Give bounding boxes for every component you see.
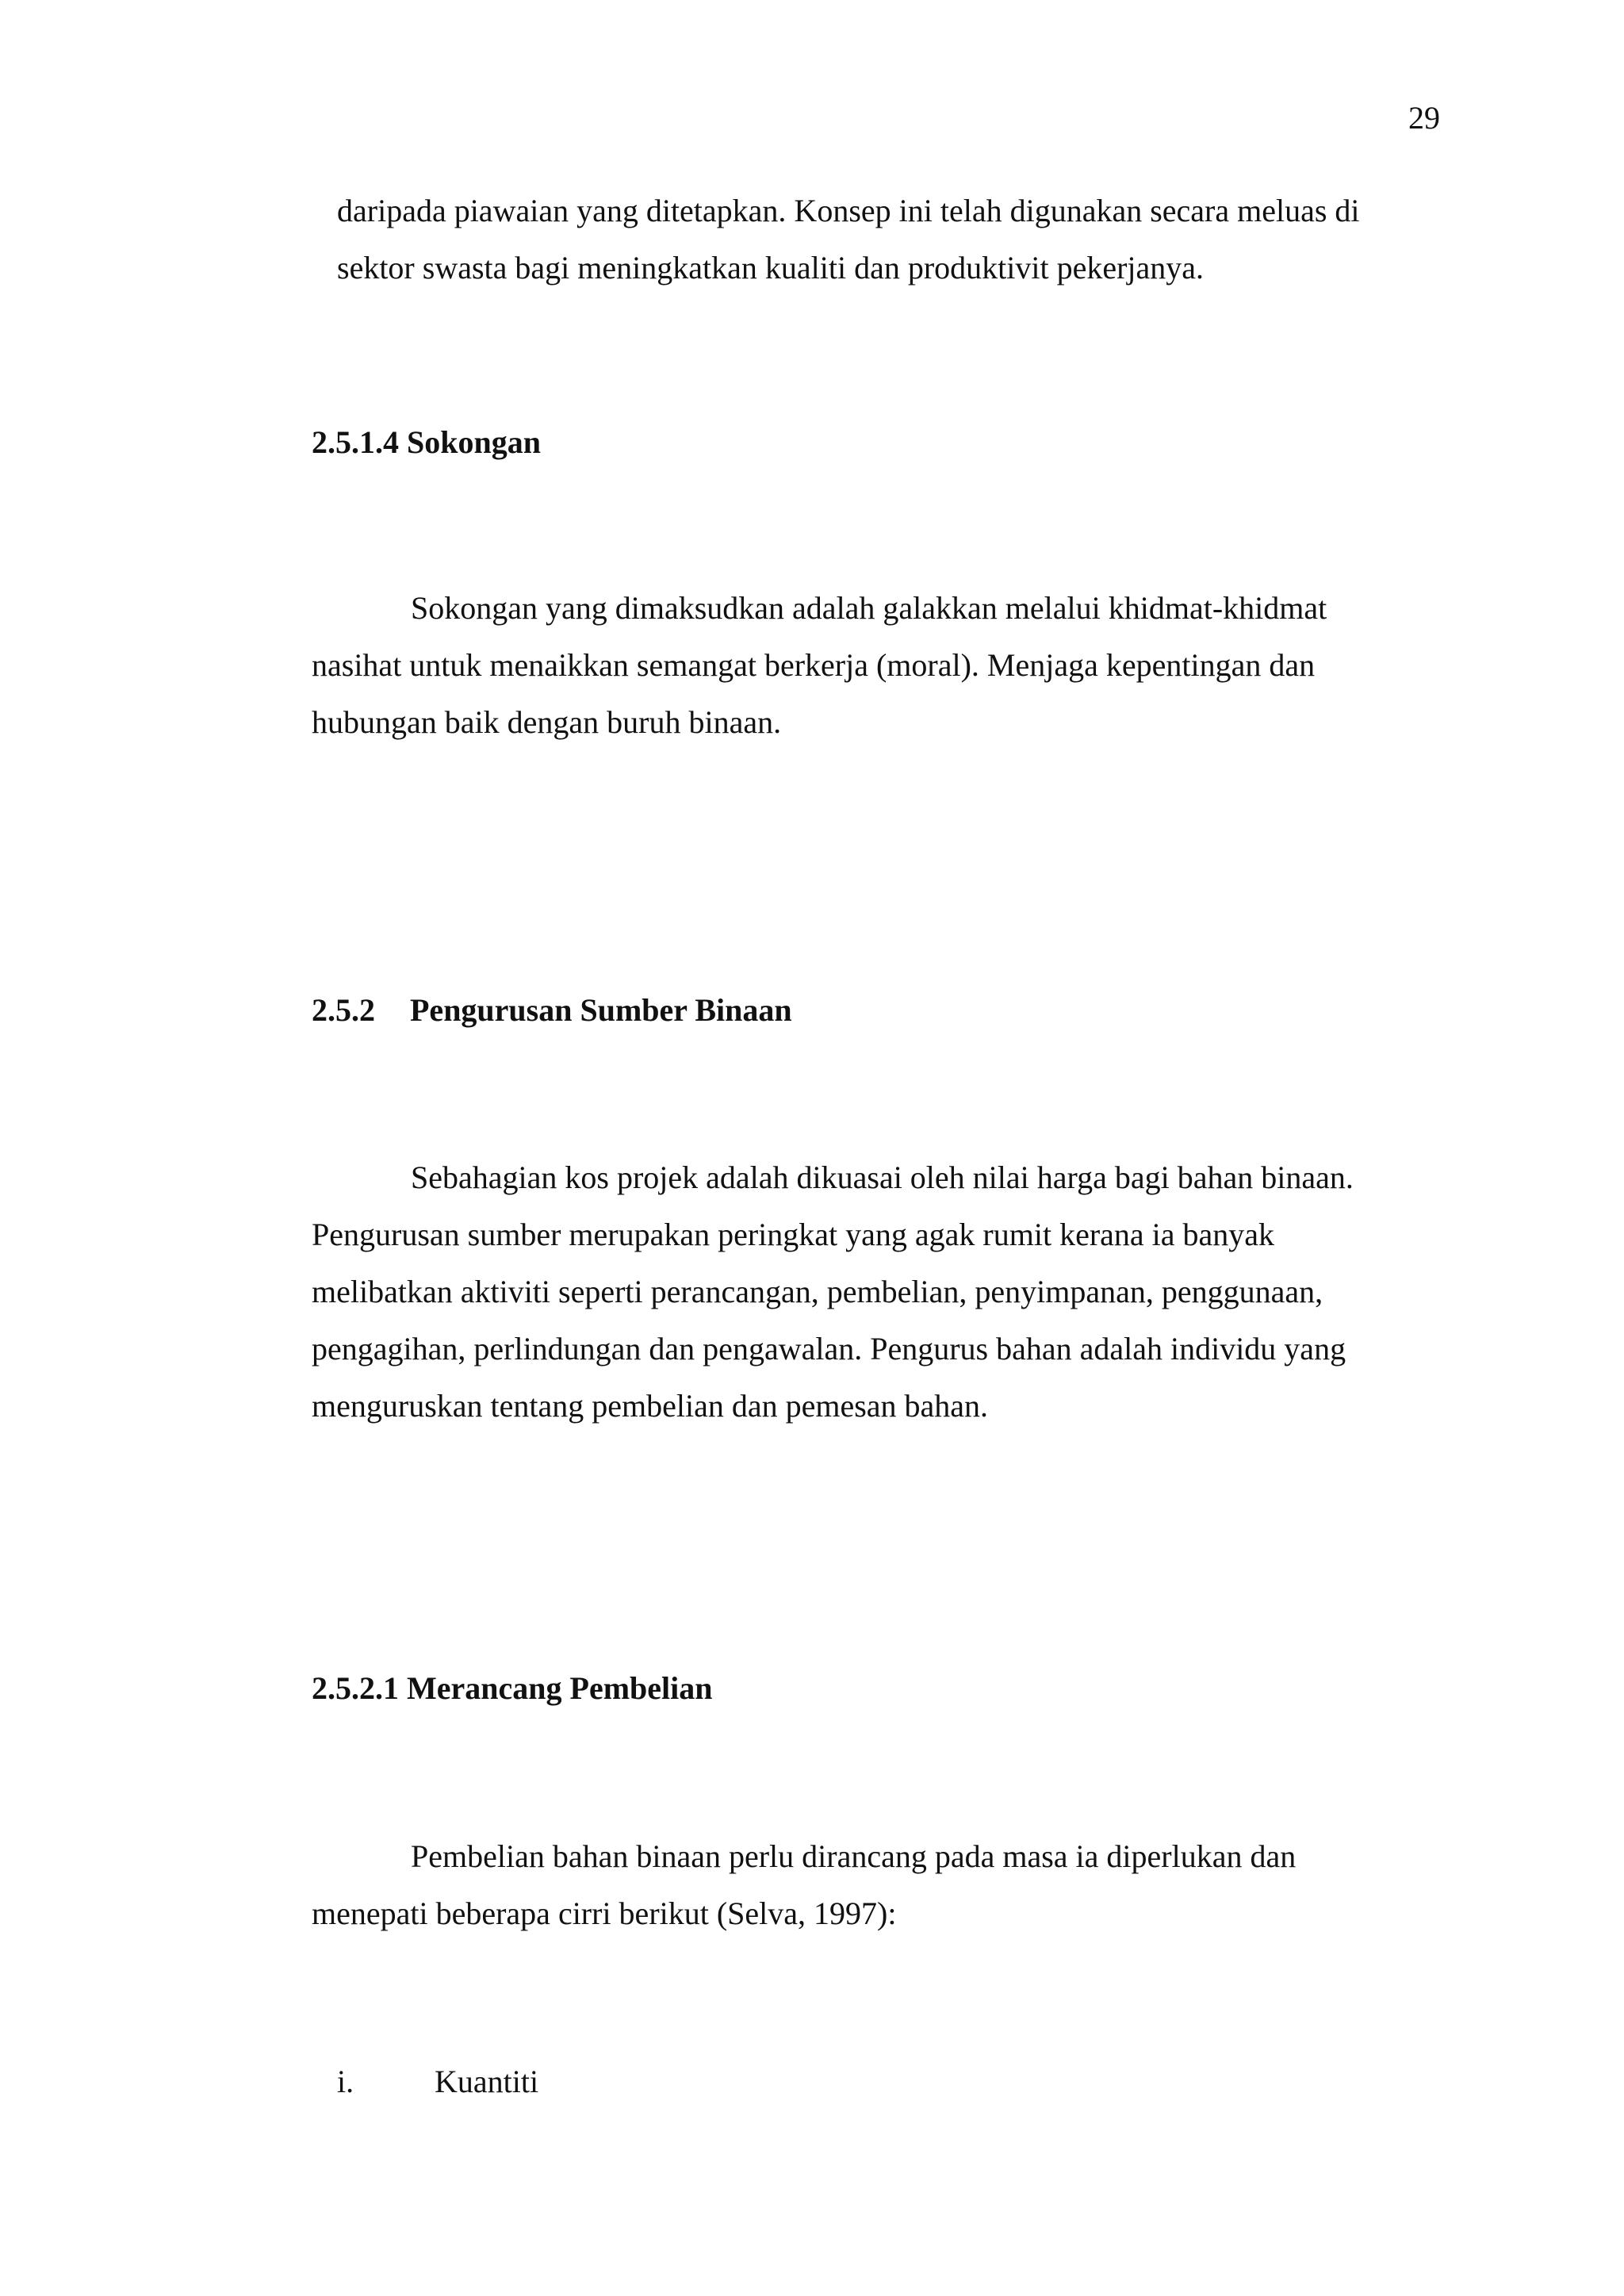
- paragraph-line: melibatkan aktiviti seperti perancangan, pembelian, penyimpanan, penggunaan,: [312, 1274, 1323, 1309]
- paragraph-line: pengagihan, perlindungan dan pengawalan. Pengurus bahan adalah individu yang: [312, 1331, 1346, 1366]
- paragraph-line: Pengurusan sumber merupakan peringkat yang agak rumit kerana ia banyak: [312, 1217, 1275, 1252]
- section-number: 2.5.2: [312, 992, 375, 1028]
- list-marker: i.: [337, 2064, 354, 2099]
- paragraph-line: daripada piawaian yang ditetapkan. Konsep ini telah digunakan secara meluas di: [337, 193, 1360, 228]
- section-title: Pengurusan Sumber Binaan: [410, 992, 792, 1028]
- paragraph-line: menepati beberapa cirri berikut (Selva, 1997):: [312, 1895, 897, 1931]
- paragraph-line: sektor swasta bagi meningkatkan kualiti dan produktivit pekerjanya.: [337, 250, 1205, 286]
- paragraph-line: nasihat untuk menaikkan semangat berkerja (moral). Menjaga kepentingan dan: [312, 647, 1316, 683]
- page-number: 29: [1408, 100, 1440, 136]
- list-item-label: Kuantiti: [435, 2064, 539, 2099]
- paragraph-line: menguruskan tentang pembelian dan pemesan bahan.: [312, 1388, 989, 1424]
- paragraph-line: Sebahagian kos projek adalah dikuasai oleh nilai harga bagi bahan binaan.: [411, 1159, 1354, 1195]
- paragraph-line: Pembelian bahan binaan perlu dirancang pada masa ia diperlukan dan: [411, 1838, 1297, 1874]
- section-heading-252: [312, 991, 792, 1029]
- section-heading-2514: 2.5.1.4 Sokongan: [312, 424, 541, 460]
- paragraph-line: hubungan baik dengan buruh binaan.: [312, 704, 782, 740]
- section-heading-2521: 2.5.2.1 Merancang Pembelian: [312, 1670, 713, 1706]
- paragraph-line: Sokongan yang dimaksudkan adalah galakkan melalui khidmat-khidmat: [411, 590, 1327, 626]
